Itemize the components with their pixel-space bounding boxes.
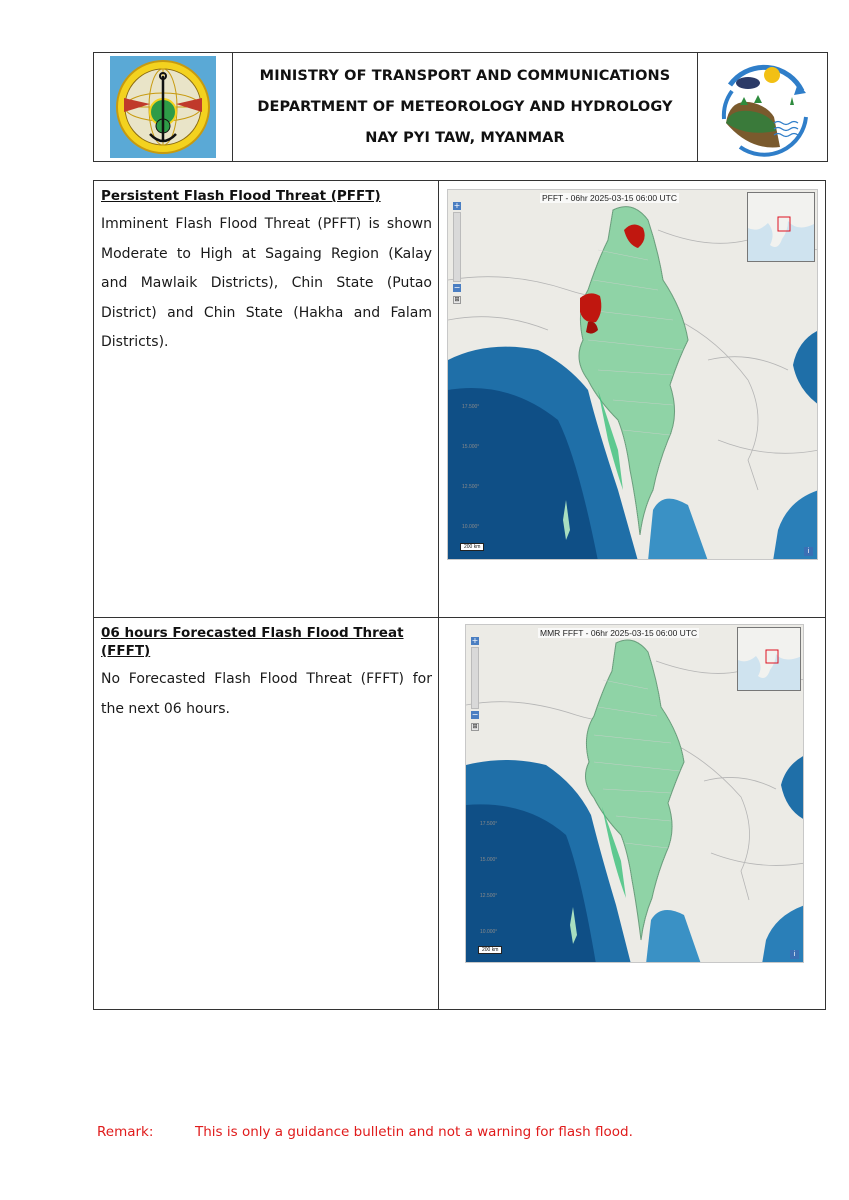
- ffft-map-cell: [439, 618, 825, 1009]
- zoom-in-button[interactable]: +: [471, 636, 479, 645]
- ministry-name: MINISTRY OF TRANSPORT AND COMMUNICATIONS: [259, 67, 671, 84]
- location-line: NAY PYI TAW, MYANMAR: [365, 129, 565, 146]
- map-caption: MMR FFFT - 06hr 2025-03-15 06:00 UTC: [540, 628, 698, 638]
- ffft-row: [94, 618, 825, 1009]
- overview-map-image: [738, 628, 801, 691]
- ministry-logo: [94, 53, 233, 161]
- layers-icon[interactable]: ⊞: [472, 724, 478, 730]
- ffft-text-cell: [94, 618, 439, 1009]
- zoom-out-button[interactable]: −: [453, 283, 461, 292]
- remark-label: Remark:: [97, 1124, 154, 1140]
- ffft-map[interactable]: MMR FFFT - 06hr 2025-03-15 06:00 UTC + − ⊞ 17.500° 15.000° 12.500° 10.000° 200 km i: [465, 624, 804, 963]
- hydrological-cycle-icon: [710, 57, 816, 157]
- remark-text: This is only a guidance bulletin and not a warning for flash flood.: [195, 1124, 633, 1140]
- pfft-description: Imminent Flash Flood Threat (PFFT) is shown Moderate to High at Sagaing Region (Kalay and Mawlaik Districts), Chin State (Putao District) and Chin State (Hakha and Falam Districts).: [101, 216, 432, 350]
- ffft-description: No Forecasted Flash Flood Threat (FFFT) for the next 06 hours.: [101, 671, 432, 717]
- info-icon[interactable]: i: [790, 950, 799, 959]
- map-scale-bar: 200 km: [478, 946, 502, 954]
- zoom-slider[interactable]: [471, 647, 479, 709]
- ffft-title: 06 hours Forecasted Flash Flood Threat (FFFT): [101, 625, 404, 659]
- pfft-text-cell: [94, 181, 439, 617]
- letterhead-title: [233, 53, 697, 161]
- letterhead: [93, 52, 828, 162]
- remark-line: [97, 1124, 633, 1140]
- pfft-row: [94, 181, 825, 618]
- layers-icon[interactable]: ⊞: [454, 297, 460, 303]
- department-name: DEPARTMENT OF METEOROLOGY AND HYDROLOGY: [257, 98, 673, 115]
- map-scale-bar: 200 km: [460, 543, 484, 551]
- zoom-in-button[interactable]: +: [453, 201, 461, 210]
- overview-minimap[interactable]: [747, 192, 815, 262]
- info-icon[interactable]: i: [804, 547, 813, 556]
- pfft-map-cell: [439, 181, 825, 617]
- zoom-out-button[interactable]: −: [471, 710, 479, 719]
- overview-map-image: [748, 193, 815, 262]
- pfft-map[interactable]: PFFT - 06hr 2025-03-15 06:00 UTC + − ⊞ 17.500° 15.000° 12.500° 10.000° 200 km i: [447, 189, 818, 560]
- ministry-emblem-icon: [110, 56, 216, 158]
- pfft-title: Persistent Flash Flood Threat (PFFT): [101, 188, 381, 204]
- map-caption: PFFT - 06hr 2025-03-15 06:00 UTC: [542, 193, 677, 203]
- bulletin-table: [93, 180, 826, 1010]
- department-logo: [697, 53, 827, 161]
- zoom-slider[interactable]: [453, 212, 461, 282]
- overview-minimap[interactable]: [737, 627, 801, 691]
